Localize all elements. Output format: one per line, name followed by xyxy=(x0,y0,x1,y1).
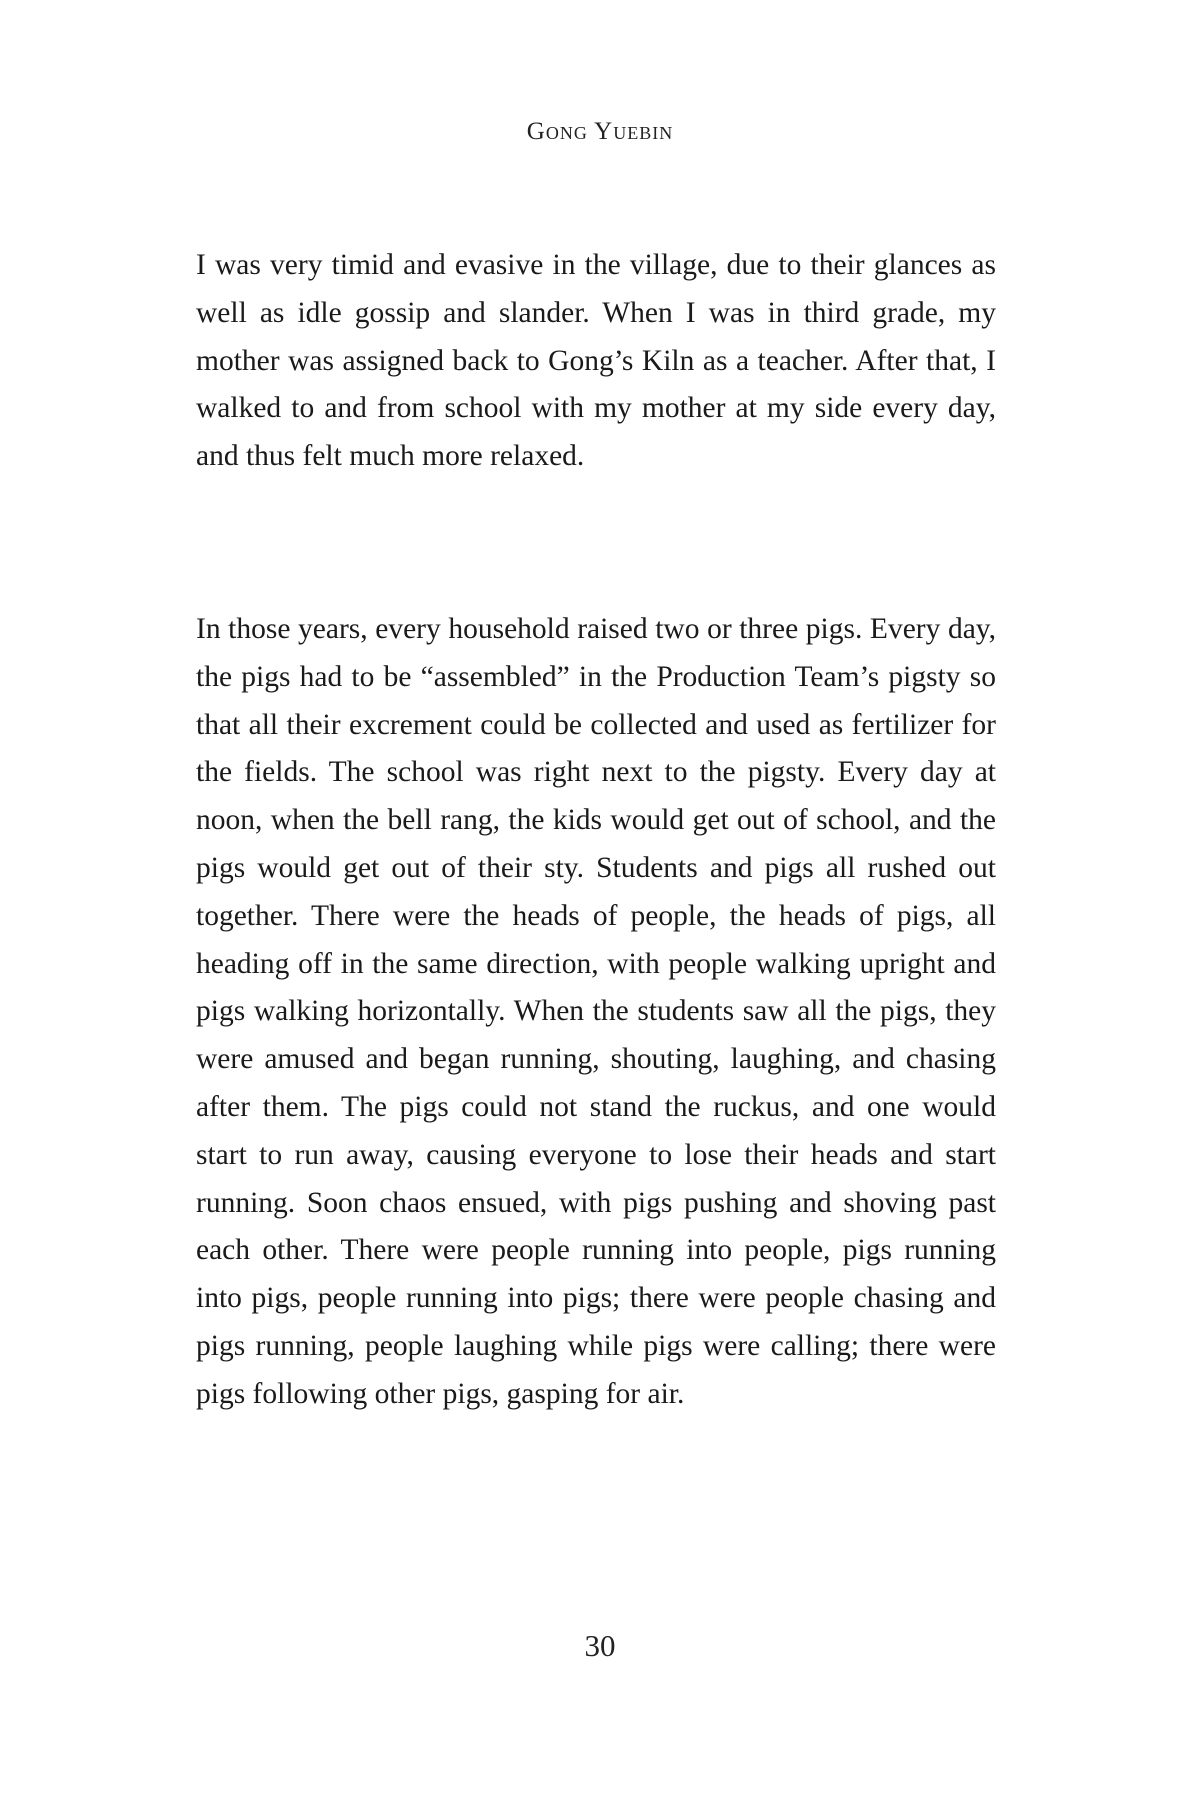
paragraph-2: In those years, every household raised two or three pigs. Every day, the pigs had to be “assembled” in the Production Team’s pigsty so that all their excrement could be collected and used as fertilizer for the fields. The school was right next to the pigsty. Every day at noon, when the bell rang, the kids would get out of school, and the pigs would get out of their sty. Students and pigs all rushed out together. There were the heads of people, the heads of pigs, all heading off in the same direction, with people walking upright and pigs walking horizontally. When the students saw all the pigs, they were amused and began running, shouting, laughing, and chasing after them. The pigs could not stand the ruckus, and one would start to run away, causing everyone to lose their heads and start running. Soon chaos ensued, with pigs pushing and shoving past each other. There were people running into people, pigs running into pigs, people running into pigs; there were people chasing and pigs running, people laughing while pigs were calling; there were pigs following other pigs, gasping for air. xyxy=(196,613,996,1410)
page-number: 30 xyxy=(584,1628,616,1663)
paragraph-1: I was very timid and evasive in the village, due to their glances as well as idle gossip and slander. When I was in third grade, my mother was assigned back to Gong’s Kiln as a teacher. After that, I walked to and from school with my mother at my side every day, and thus felt much more relaxed. xyxy=(196,249,996,473)
running-head: Gong Yuebin xyxy=(526,118,674,145)
